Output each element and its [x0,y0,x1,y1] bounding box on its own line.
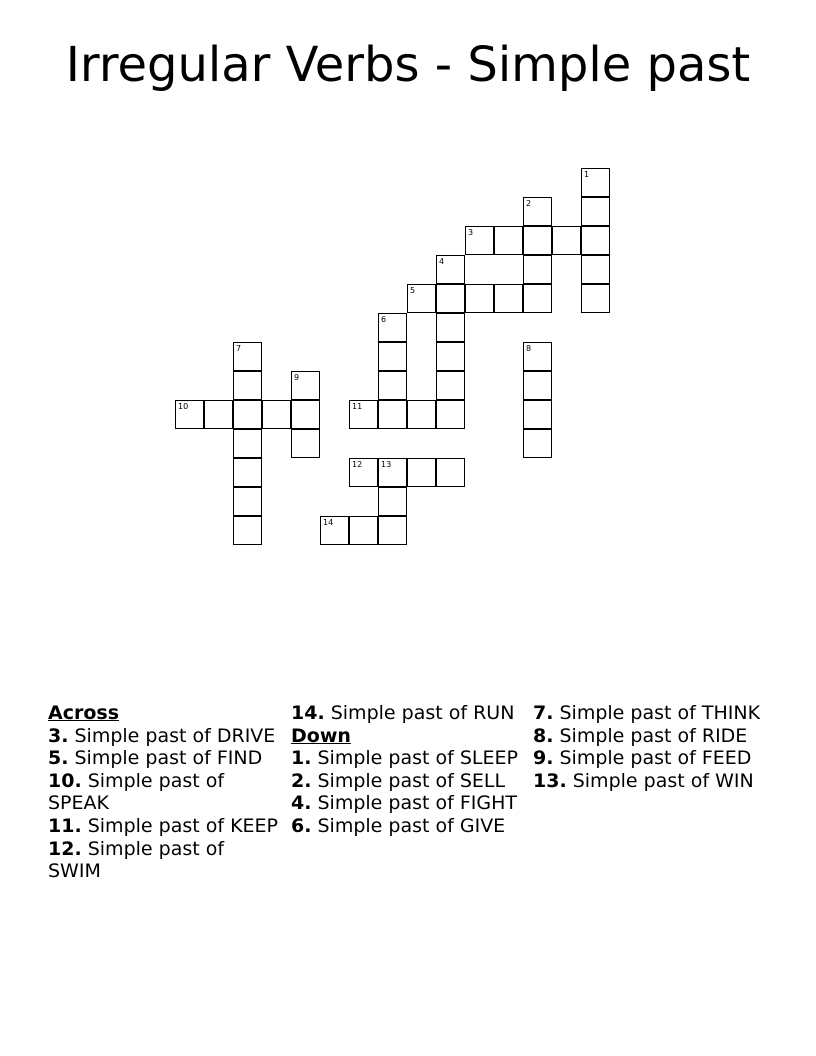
grid-cell[interactable] [523,226,552,255]
grid-cell[interactable] [233,342,262,371]
cell-number: 9 [294,373,300,382]
clue-across-11: 11. Simple past of KEEP [48,814,279,837]
grid-cell[interactable] [465,226,494,255]
cell-number: 14 [323,518,334,527]
cell-number: 11 [352,402,363,411]
grid-cell[interactable] [465,284,494,313]
grid-cell[interactable] [291,400,320,429]
grid-cell[interactable] [378,313,407,342]
down-header: Down [291,724,351,747]
clues-column-2 [291,702,521,838]
grid-cell[interactable] [407,400,436,429]
cell-number: 6 [381,315,387,324]
cell-number: 1 [584,170,590,179]
grid-cell[interactable] [378,400,407,429]
cell-number: 2 [526,199,532,208]
grid-cell[interactable] [291,429,320,458]
grid-cell[interactable] [233,516,262,545]
grid-cell[interactable] [436,313,465,342]
grid-cell[interactable] [262,400,291,429]
grid-cell[interactable] [378,516,407,545]
cell-number: 12 [352,460,363,469]
grid-cell[interactable] [175,400,204,429]
grid-cell[interactable] [436,284,465,313]
grid-cell[interactable] [552,226,581,255]
clue-down-8: 8. Simple past of RIDE [533,724,748,747]
grid-cell[interactable] [349,516,378,545]
grid-cell[interactable] [523,400,552,429]
grid-cell[interactable] [204,400,233,429]
clue-down-6: 6. Simple past of GIVE [291,814,506,837]
grid-cell[interactable] [523,255,552,284]
grid-cell[interactable] [581,168,610,197]
cell-number: 5 [410,286,416,295]
grid-cell[interactable] [291,371,320,400]
grid-cell[interactable] [581,255,610,284]
clue-down-1: 1. Simple past of SLEEP [291,747,518,770]
clues-column-3 [533,702,763,792]
grid-cell[interactable] [523,429,552,458]
clue-down-9: 9. Simple past of FEED [533,747,752,770]
grid-cell[interactable] [233,371,262,400]
page-title: Irregular Verbs - Simple past [65,37,751,93]
grid-cell[interactable] [494,284,523,313]
clue-down-13: 13. Simple past of WIN [533,769,754,792]
grid-cell[interactable] [349,458,378,487]
grid-cell[interactable] [494,226,523,255]
grid-cell[interactable] [436,342,465,371]
cell-number: 8 [526,344,532,353]
cell-number: 7 [236,344,242,353]
grid-cell[interactable] [378,342,407,371]
grid-cell[interactable] [349,400,378,429]
cell-number: 10 [178,402,189,411]
grid-cell[interactable] [407,284,436,313]
grid-cell[interactable] [233,400,262,429]
grid-cell[interactable] [523,371,552,400]
clue-across-12: 12. Simple past of SWIM [48,837,225,883]
grid-cell[interactable] [436,458,465,487]
clue-down-4: 4. Simple past of FIGHT [291,792,518,815]
grid-cell[interactable] [523,284,552,313]
grid-cell[interactable] [378,487,407,516]
grid-cell[interactable] [233,487,262,516]
clue-down-7: 7. Simple past of THINK [533,702,761,724]
grid-cell[interactable] [581,197,610,226]
grid-cell[interactable] [436,255,465,284]
grid-cell[interactable] [523,197,552,226]
grid-cell[interactable] [407,458,436,487]
cell-number: 4 [439,257,445,266]
cell-number: 3 [468,228,474,237]
clue-across-3: 3. Simple past of DRIVE [48,724,276,747]
clue-across-14: 14. Simple past of RUN [291,702,515,724]
grid-cell[interactable] [436,371,465,400]
clues-column-1 [48,702,278,883]
grid-cell[interactable] [233,429,262,458]
clue-across-10: 10. Simple past of SPEAK [48,769,225,815]
across-header: Across [48,702,120,724]
grid-cell[interactable] [523,342,552,371]
clue-down-2: 2. Simple past of SELL [291,769,506,792]
grid-cell[interactable] [378,371,407,400]
grid-cell[interactable] [233,458,262,487]
grid-cell[interactable] [436,400,465,429]
cell-number: 13 [381,460,392,469]
grid-cell[interactable] [581,284,610,313]
grid-cell[interactable] [581,226,610,255]
grid-cell[interactable] [378,458,407,487]
clue-across-5: 5. Simple past of FIND [48,747,263,770]
grid-cell[interactable] [320,516,349,545]
